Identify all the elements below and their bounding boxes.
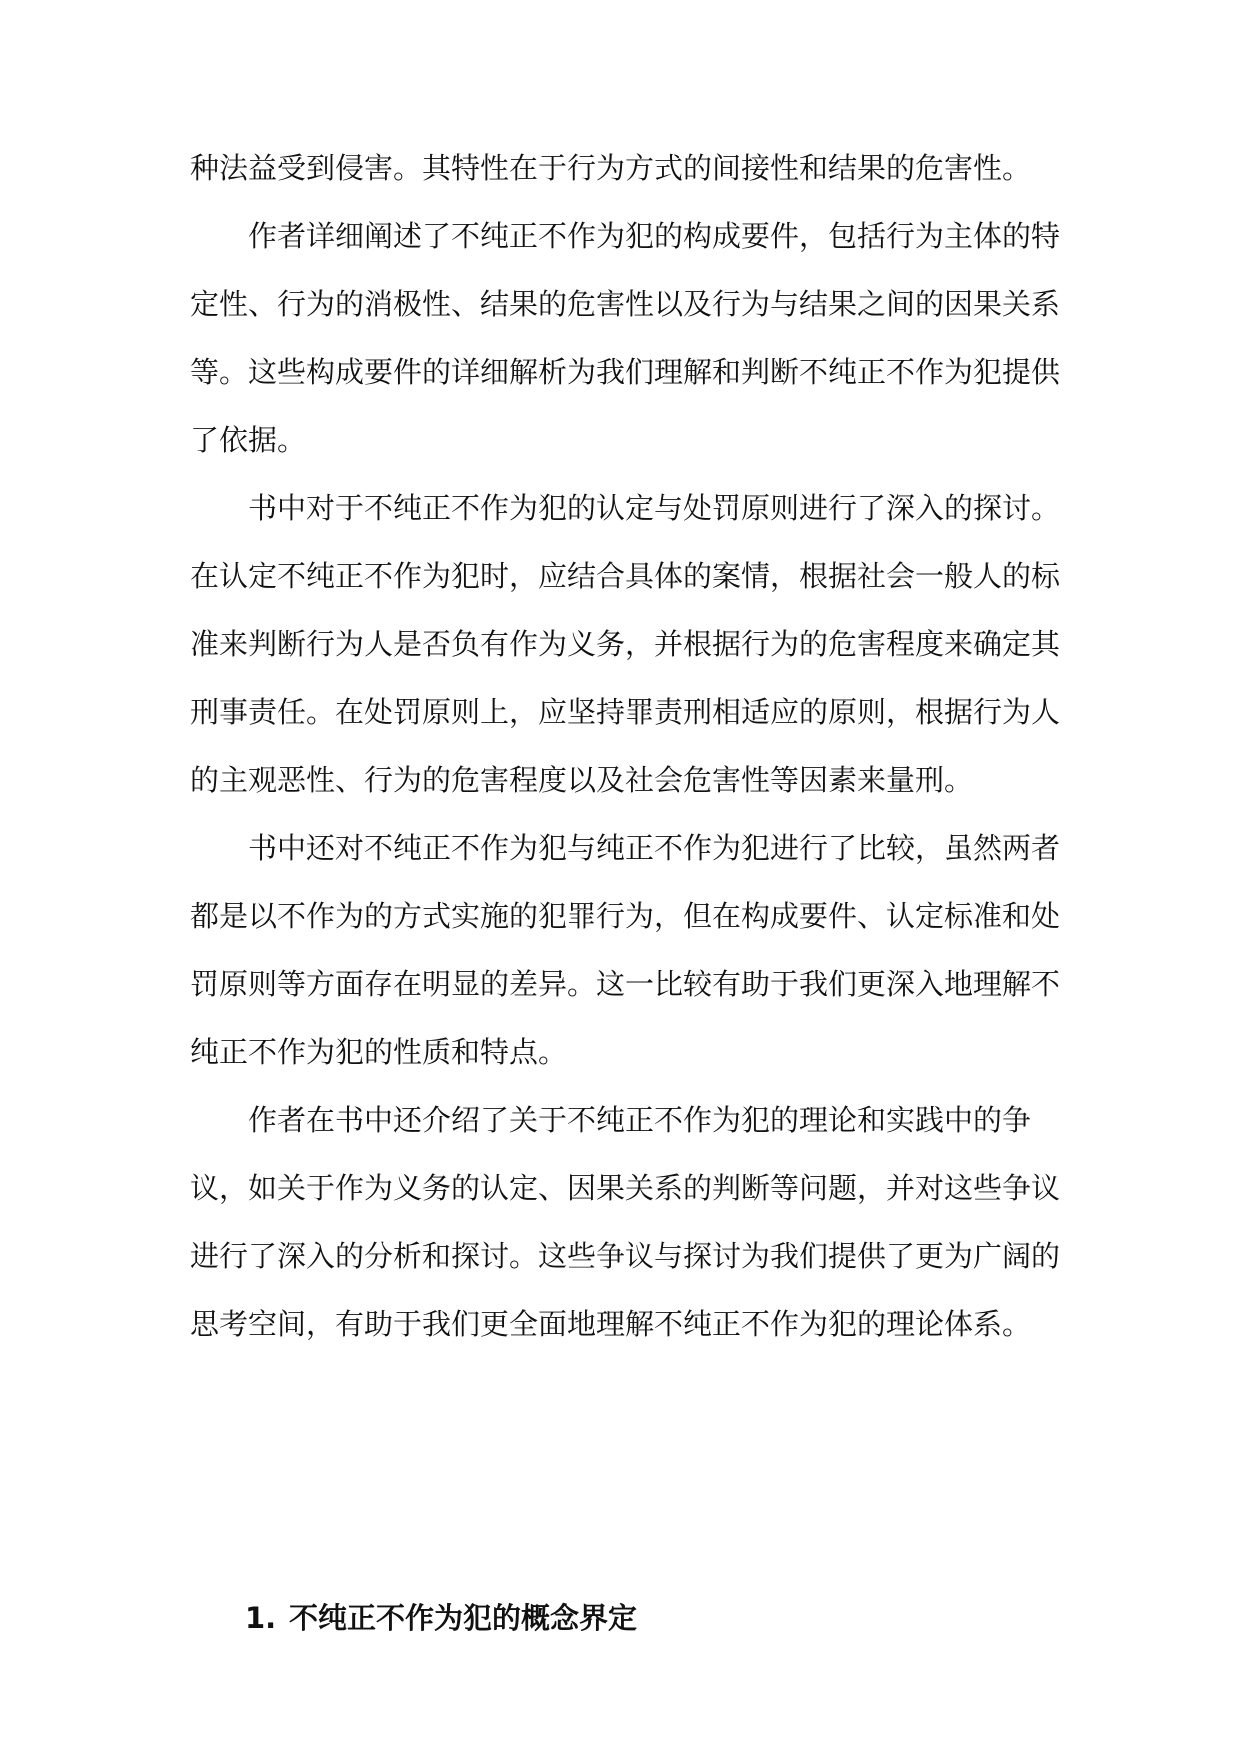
paragraph-line: 罚原则等方面存在明显的差异。这一比较有助于我们更深入地理解不 — [190, 967, 1061, 1001]
paragraph-line: 都是以不作为的方式实施的犯罪行为，但在构成要件、认定标准和处 — [190, 899, 1061, 933]
paragraph-line: 在认定不纯正不作为犯时，应结合具体的案情，根据社会一般人的标 — [190, 559, 1061, 593]
paragraph-line: 种法益受到侵害。其特性在于行为方式的间接性和结果的危害性。 — [190, 151, 1032, 185]
paragraph-line: 议，如关于作为义务的认定、因果关系的判断等问题，并对这些争议 — [190, 1171, 1061, 1205]
section-heading — [245, 1598, 637, 1638]
paragraph-line: 书中还对不纯正不作为犯与纯正不作为犯进行了比较，虽然两者 — [248, 831, 1061, 865]
paragraph-line: 了依据。 — [190, 423, 307, 457]
paragraph-line: 思考空间，有助于我们更全面地理解不纯正不作为犯的理论体系。 — [190, 1307, 1032, 1341]
paragraph-line: 书中对于不纯正不作为犯的认定与处罚原则进行了深入的探讨。 — [248, 491, 1061, 525]
paragraph-line: 纯正不作为犯的性质和特点。 — [190, 1035, 568, 1069]
paragraph-line: 进行了深入的分析和探讨。这些争议与探讨为我们提供了更为广阔的 — [190, 1239, 1061, 1273]
paragraph-line: 作者在书中还介绍了关于不纯正不作为犯的理论和实践中的争 — [248, 1103, 1032, 1137]
paragraph-line: 准来判断行为人是否负有作为义务，并根据行为的危害程度来确定其 — [190, 627, 1061, 661]
body-text — [190, 151, 1070, 1375]
paragraph-line: 作者详细阐述了不纯正不作为犯的构成要件，包括行为主体的特 — [248, 219, 1061, 253]
paragraph-line: 刑事责任。在处罚原则上，应坚持罪责刑相适应的原则，根据行为人 — [190, 695, 1061, 729]
paragraph-line: 定性、行为的消极性、结果的危害性以及行为与结果之间的因果关系 — [190, 287, 1061, 321]
section-title: 不纯正不作为犯的概念界定 — [289, 1601, 638, 1635]
section-number: 1. — [245, 1601, 277, 1635]
paragraph-line: 等。这些构成要件的详细解析为我们理解和判断不纯正不作为犯提供 — [190, 355, 1061, 389]
paragraph-line: 的主观恶性、行为的危害程度以及社会危害性等因素来量刑。 — [190, 763, 974, 797]
